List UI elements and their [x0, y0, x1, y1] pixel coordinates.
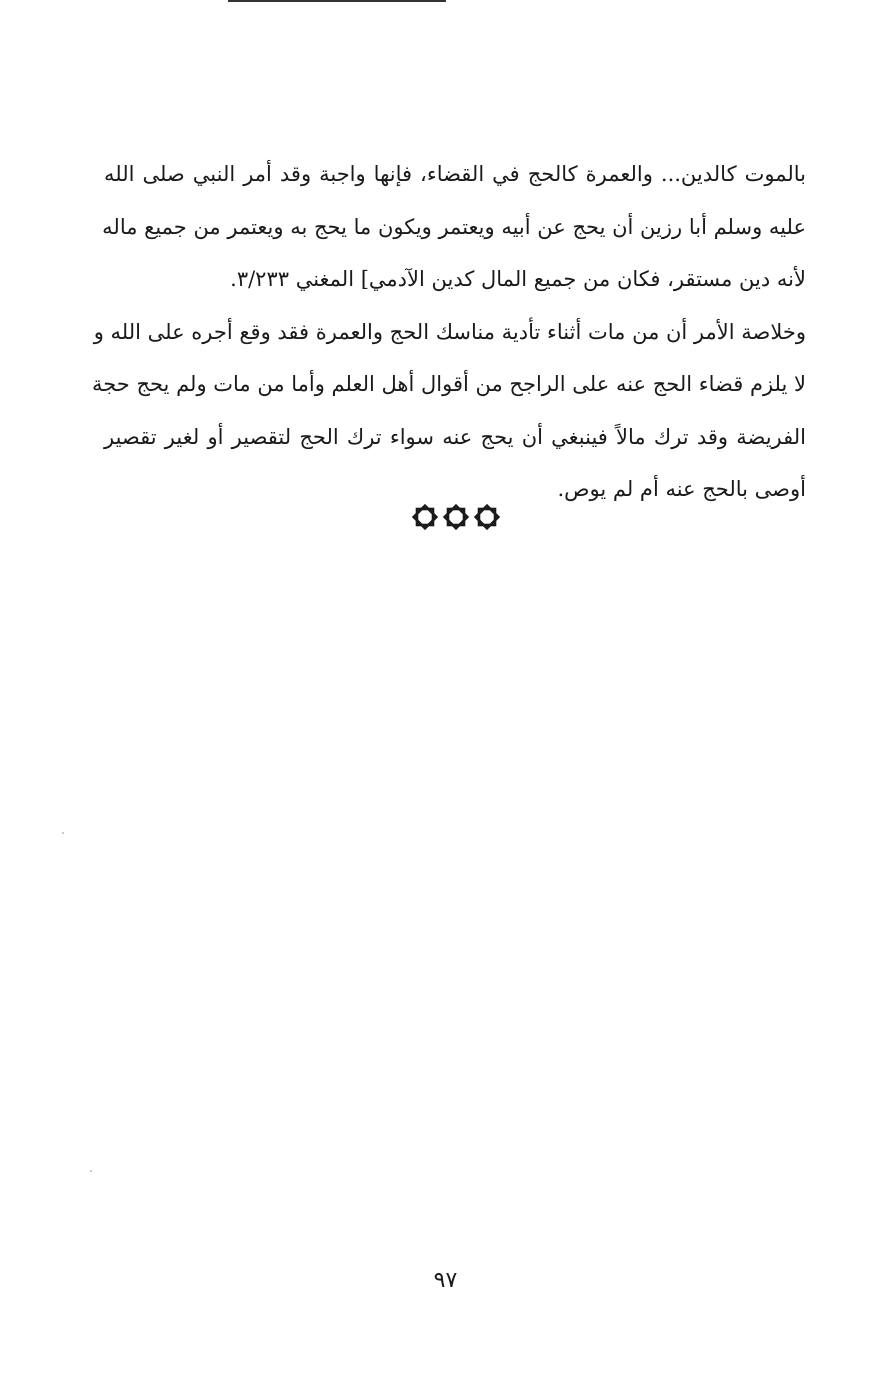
text-line: بالموت كالدين... والعمرة كالحج في القضاء، فإنها واجبة وقد أمر النبي صلى الله	[104, 162, 806, 186]
octagram-ornament-icon	[441, 502, 471, 532]
text-line: أوصى بالحج عنه أم لم يوص.	[557, 477, 806, 501]
text-line: عليه وسلم أبا رزين أن يحج عن أبيه ويعتمر ويكون ما يحج به ويعتمر من جميع ماله	[102, 214, 806, 239]
scan-speck	[90, 1170, 92, 1172]
top-rule	[228, 0, 446, 2]
text-line: الفريضة وقد ترك مالاً فينبغي أن يحج عنه سواء ترك الحج لتقصير أو لغير تقصير	[104, 424, 806, 449]
section-end-ornament	[410, 500, 502, 534]
octagram-ornament-icon	[410, 502, 440, 532]
text-line: وخلاصة الأمر أن من مات أثناء تأدية مناسك الحج والعمرة فقد وقع أجره على الله و	[93, 319, 806, 344]
text-line: لأنه دين مستقر، فكان من جميع المال كدين الآدمي] المغني ٣/٢٣٣.	[230, 267, 806, 291]
body-text	[91, 148, 806, 516]
octagram-ornament-icon	[472, 502, 502, 532]
scan-speck	[62, 832, 64, 834]
page-number: ٩٧	[433, 1268, 458, 1293]
text-line: لا يلزم قضاء الحج عنه على الراجح من أقوال أهل العلم وأما من مات ولم يحج حجة	[91, 372, 806, 396]
